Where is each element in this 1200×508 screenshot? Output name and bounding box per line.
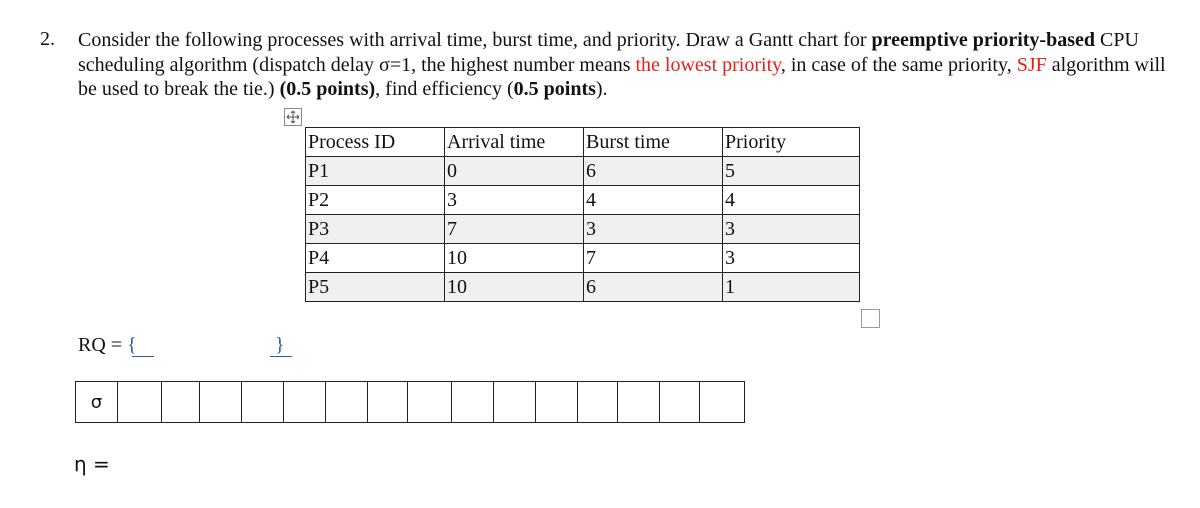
- question-bold: (0.5 points): [279, 78, 376, 100]
- rq-open-brace[interactable]: {: [127, 334, 137, 356]
- table-row: [306, 244, 860, 273]
- table-cell: P4: [306, 244, 445, 273]
- gantt-cell: [200, 382, 242, 422]
- gantt-cell: [452, 382, 494, 422]
- table-cell: 6: [584, 157, 723, 186]
- table-header-row: [306, 128, 860, 157]
- table-cell: 10: [445, 244, 584, 273]
- table-cell: 1: [723, 273, 860, 302]
- table-cell: 7: [445, 215, 584, 244]
- gantt-cell: [242, 382, 284, 422]
- gantt-cell: [118, 382, 162, 422]
- table-cell: 5: [723, 157, 860, 186]
- table-header-cell: Priority: [723, 128, 860, 157]
- table-row: [306, 215, 860, 244]
- table-cell: 7: [584, 244, 723, 273]
- table-cell: P1: [306, 157, 445, 186]
- question-text-part: , in case of the same priority,: [780, 53, 1017, 76]
- table-move-icon[interactable]: [284, 108, 302, 126]
- table-cell: 3: [723, 215, 860, 244]
- table-row: [306, 273, 860, 302]
- gantt-cell: [326, 382, 368, 422]
- question-bold: 0.5 points: [513, 78, 596, 100]
- rq-underline-right: [270, 356, 292, 357]
- move-arrows-icon: [286, 110, 300, 124]
- table-row: [306, 186, 860, 215]
- gantt-cell: [660, 382, 700, 422]
- rq-underline-left: [132, 356, 154, 357]
- gantt-cell: [284, 382, 326, 422]
- table-cell: 4: [723, 186, 860, 215]
- rq-close-brace[interactable]: }: [275, 334, 285, 356]
- question-red-text: SJF: [1016, 53, 1047, 76]
- table-cell: 10: [445, 273, 584, 302]
- table-resize-handle[interactable]: [861, 309, 880, 328]
- question-text-part: ).: [595, 78, 608, 100]
- question-text: [78, 28, 1178, 102]
- process-table: [305, 127, 860, 302]
- gantt-cell: [162, 382, 200, 422]
- table-header-cell: Arrival time: [445, 128, 584, 157]
- table-cell: 3: [445, 186, 584, 215]
- gantt-cell: [408, 382, 452, 422]
- table-row: [306, 157, 860, 186]
- gantt-cell: [368, 382, 408, 422]
- gantt-cell: [578, 382, 618, 422]
- question-text-part: CPU scheduling algorithm (dispatch delay σ=1, the highest number means: [78, 29, 1139, 76]
- question-text-part: Consider the following processes with arrival time, burst time, and priority. Draw a Gantt chart for: [78, 29, 872, 51]
- ready-queue-label: [78, 334, 137, 357]
- gantt-cell-dispatch: σ: [76, 382, 118, 422]
- question-bold: preemptive priority-based: [871, 29, 1095, 51]
- table-cell: P2: [306, 186, 445, 215]
- table-cell: 6: [584, 273, 723, 302]
- gantt-cell: [618, 382, 660, 422]
- table-header-cell: Burst time: [584, 128, 723, 157]
- table-cell: 4: [584, 186, 723, 215]
- gantt-cell: [494, 382, 536, 422]
- table-cell: P3: [306, 215, 445, 244]
- gantt-chart: [75, 381, 745, 423]
- question-red-text: the lowest priority: [635, 53, 781, 76]
- table-cell: 3: [723, 244, 860, 273]
- table-cell: P5: [306, 273, 445, 302]
- efficiency-label: η =: [74, 452, 110, 476]
- question-text-part: , find efficiency (: [375, 78, 514, 100]
- gantt-cell: [700, 382, 744, 422]
- table-cell: 0: [445, 157, 584, 186]
- table-cell: 3: [584, 215, 723, 244]
- rq-label-text: RQ =: [78, 334, 128, 356]
- question-text-part: algorithm will be used to break the tie.): [78, 53, 1166, 100]
- table-header-cell: Process ID: [306, 128, 445, 157]
- gantt-cell: [536, 382, 578, 422]
- question-number: 2.: [40, 28, 55, 50]
